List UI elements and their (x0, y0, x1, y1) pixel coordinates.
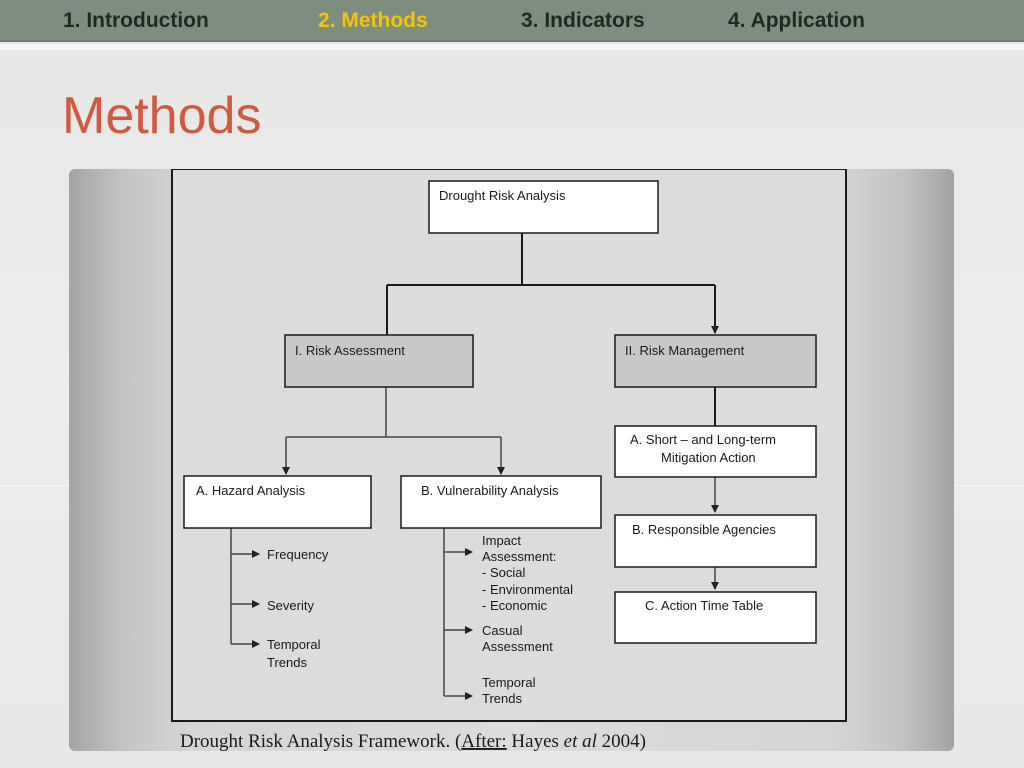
vuln-item-casual-line1: Casual (482, 623, 523, 638)
top-navigation-bar (0, 0, 1024, 42)
slide-title: Methods (62, 87, 262, 145)
vuln-item-casual-line2: Assessment (482, 639, 553, 654)
label-drought-risk-analysis: Drought Risk Analysis (439, 188, 566, 203)
label-mitigation-line1: A. Short – and Long-term (630, 432, 776, 447)
vuln-item-impact-line5: - Economic (482, 598, 548, 613)
label-vulnerability-analysis: B. Vulnerability Analysis (421, 483, 559, 498)
vuln-item-impact-line2: Assessment: (482, 549, 557, 564)
label-responsible-agencies: B. Responsible Agencies (632, 522, 776, 537)
nav-divider-strip (0, 44, 1024, 50)
vuln-item-impact-line3: - Social (482, 565, 526, 580)
label-mitigation-line2: Mitigation Action (661, 450, 756, 465)
nav-item-introduction[interactable]: 1. Introduction (63, 9, 209, 32)
hazard-item-severity: Severity (267, 598, 314, 613)
vuln-item-temporal-line1: Temporal (482, 675, 536, 690)
label-hazard-analysis: A. Hazard Analysis (196, 483, 306, 498)
nav-item-application[interactable]: 4. Application (728, 9, 865, 32)
nav-item-methods[interactable]: 2. Methods (318, 9, 428, 32)
hazard-item-temporal-line2: Trends (267, 655, 307, 670)
label-risk-assessment: I. Risk Assessment (295, 343, 405, 358)
hazard-item-temporal-line1: Temporal (267, 637, 321, 652)
vuln-item-impact-line4: - Environmental (482, 582, 574, 597)
hazard-item-frequency: Frequency (267, 547, 329, 562)
label-action-time-table: C. Action Time Table (645, 598, 764, 613)
label-risk-management: II. Risk Management (625, 343, 745, 358)
framework-diagram (69, 169, 954, 751)
framework-figure (69, 169, 954, 751)
nav-item-indicators[interactable]: 3. Indicators (521, 9, 645, 32)
figure-caption: Drought Risk Analysis Framework. (After: Hayes et al 2004) (180, 731, 646, 751)
vuln-item-impact-line1: Impact (482, 533, 522, 548)
vuln-item-temporal-line2: Trends (482, 691, 522, 706)
